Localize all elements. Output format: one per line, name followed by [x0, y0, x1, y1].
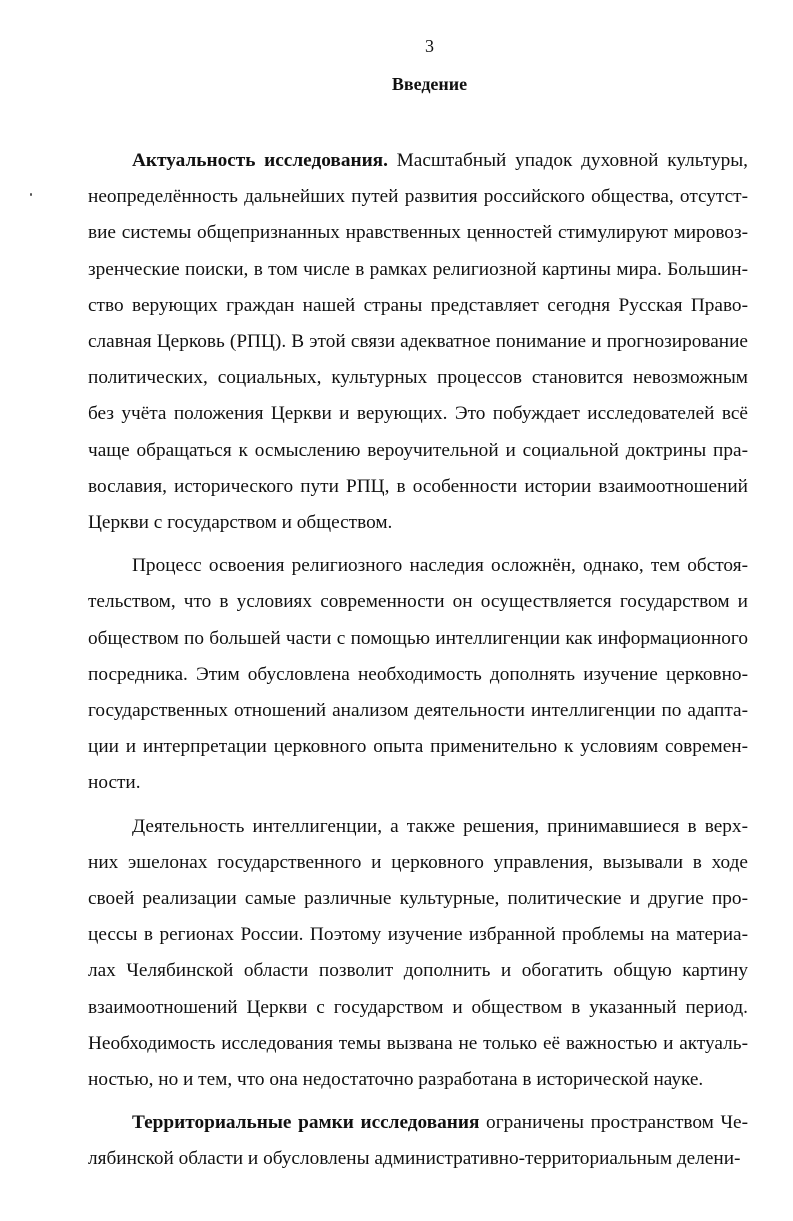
- paragraph-religious-heritage: [88, 548, 748, 801]
- paragraph-territorial-scope: [88, 1105, 748, 1177]
- page-number: 3: [425, 36, 434, 56]
- paragraph-lead: Актуальность исследования.: [132, 150, 388, 171]
- paragraph-text: Масштабный упадок духовной культуры, неопределённость дальнейших путей развития российского общества, отсутствие системы общепризнанных нравственных ценностей стимулируют мировоззренческие поиски, в том числе в рамках религиозной картины мира. Большинство верующих граждан нашей страны представляет сегодня Русская Православная Церковь (РПЦ). В этой связи адекватное понимание и прогнозирование политических, социальных, культурных процессов становится невозможным без учёта положения Церкви и верующих. Это побуждает исследователей всё чаще обращаться к осмыслению вероучительной и социальной доктрины православия, исторического пути РПЦ, в особенности истории взаимоотношений Церкви с государством и обществом.: [88, 150, 748, 534]
- paragraph-text: ограничены пространством Челябинской области и обусловлены административно-территориальным делени-: [88, 1112, 748, 1170]
- body-text: [88, 143, 748, 1185]
- paragraph-lead: Территориальные рамки исследования: [132, 1112, 480, 1134]
- page-title: Введение: [391, 74, 468, 94]
- paragraph-text: Деятельность интеллигенции, а также решения, принимавшиеся в верхних эшелонах государственного и церковного управления, вызывали в ходе своей реализации самые различные культурные, политические и другие процессы в регионах России. Поэтому изучение избранной проблемы на материалах Челябинской области позволит дополнить и обогатить общую картину взаимоотношений Церкви с государством и обществом в указанный период. Необходимость исследования темы вызвана не только её важностью и актуальностью, но и тем, что она недостаточно разработана в исторической науке.: [88, 815, 748, 1091]
- paragraph-relevance: [88, 143, 748, 541]
- paragraph-intelligentsia-activity: [88, 809, 748, 1099]
- scan-speck: [30, 193, 32, 196]
- paragraph-text: Процесс освоения религиозного наследия осложнён, однако, тем обстоятельством, что в условиях современности он осуществляется государством и обществом по большей части с помощью интеллигенции как информационного посредника. Этим обусловлена необходимость дополнять изучение церковно-государственных отношений анализом деятельности интеллигенции по адаптации и интерпретации церковного опыта применительно к условиям современности.: [88, 555, 748, 794]
